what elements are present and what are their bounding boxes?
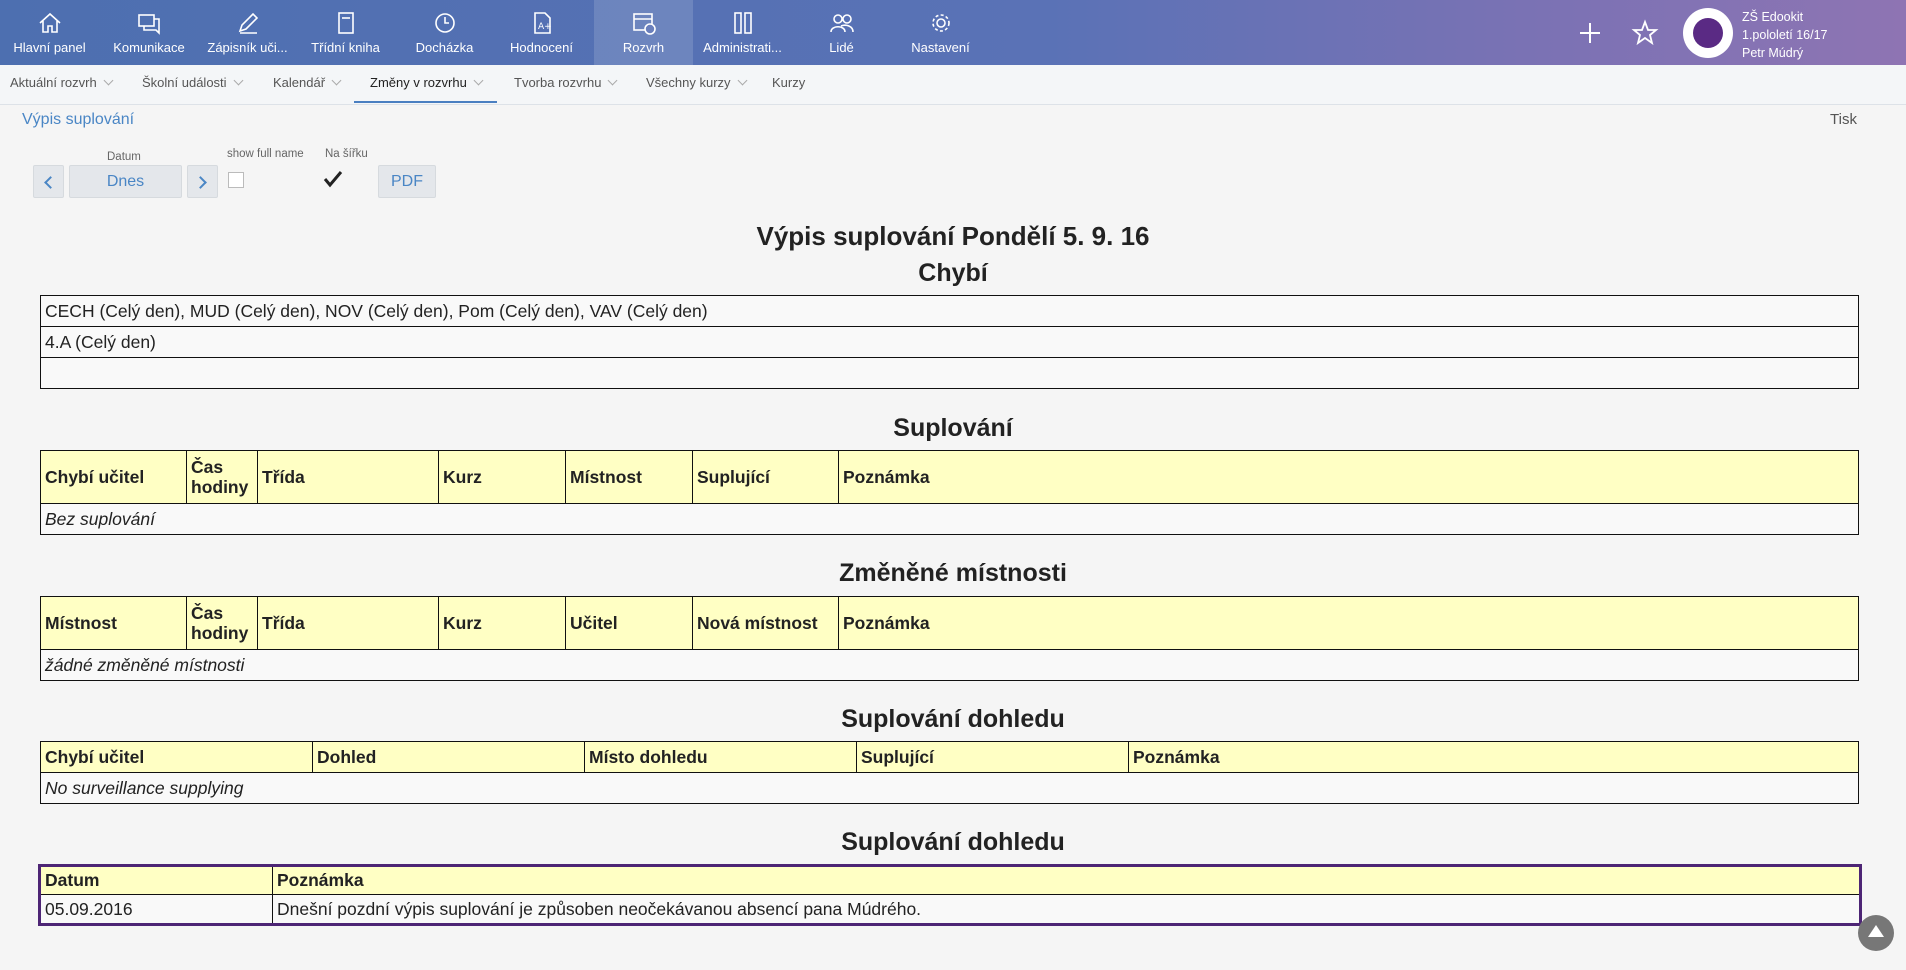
column-header: Místnost [41, 597, 187, 650]
notes-heading: Suplování dohledu [841, 828, 1065, 856]
grade-icon [529, 10, 555, 36]
column-header: Poznámka [839, 451, 1859, 504]
column-header: Suplující [857, 742, 1129, 773]
home-icon [37, 10, 63, 36]
column-header: Místo dohledu [585, 742, 857, 773]
absent-classes-cell: 4.A (Celý den) [41, 327, 1859, 358]
nav-item-grades[interactable] [494, 0, 589, 65]
nav-label: Třídní kniha [311, 40, 380, 55]
room-changes-table [40, 596, 1859, 681]
date-field[interactable]: Dnes [69, 165, 182, 198]
nav-item-administration[interactable] [693, 0, 792, 65]
column-header: Nová místnost [693, 597, 839, 650]
column-header: Poznámka [273, 866, 1861, 895]
column-header: Učitel [566, 597, 693, 650]
date-label: Datum [107, 151, 141, 163]
room-changes-empty: žádné změněné místnosti [41, 650, 1859, 681]
chevron-left-icon [44, 176, 57, 189]
star-icon[interactable] [1630, 18, 1660, 48]
nav-label: Docházka [415, 40, 474, 55]
clock-icon [432, 10, 458, 36]
people-icon [829, 10, 855, 36]
subnav-courses[interactable]: Kurzy [772, 75, 806, 90]
nav-item-notebook[interactable] [199, 0, 296, 65]
column-header: Datum [40, 866, 273, 895]
school-name: ZŠ Edookit [1742, 10, 1804, 24]
user-name: Petr Múdrý [1742, 46, 1804, 60]
column-header: Kurz [439, 451, 566, 504]
gear-icon [928, 10, 954, 36]
column-header: Kurz [439, 597, 566, 650]
chevron-down-icon [103, 76, 113, 86]
nav-label: Administrati... [703, 40, 782, 55]
chevron-down-icon [608, 76, 618, 86]
subnav-calendar[interactable]: Kalendář [273, 65, 340, 103]
admin-icon [730, 10, 756, 36]
subnav-schedule-creation[interactable]: Tvorba rozvrhu [514, 65, 616, 103]
subnav-all-courses[interactable]: Všechny kurzy [646, 65, 746, 103]
term-label: 1.pololetí 16/17 [1742, 28, 1828, 42]
nav-item-settings[interactable] [891, 0, 990, 65]
supervision-empty: No surveillance supplying [41, 773, 1859, 804]
book-icon [333, 10, 359, 36]
supervision-table [40, 741, 1859, 804]
subnav-current-schedule[interactable]: Aktuální rozvrh [10, 65, 112, 103]
pen-icon [235, 10, 261, 36]
column-header: Třída [258, 597, 439, 650]
column-header: Chybí učitel [41, 451, 187, 504]
nav-item-class-book[interactable] [296, 0, 395, 65]
absent-teachers-cell: CECH (Celý den), MUD (Celý den), NOV (Celý den), Pom (Celý den), VAV (Celý den) [41, 296, 1859, 327]
chevron-down-icon [233, 76, 243, 86]
nav-item-attendance[interactable] [395, 0, 494, 65]
top-navigation-bar [0, 0, 1906, 65]
next-day-button[interactable] [187, 165, 218, 198]
column-header: Čas hodiny [187, 451, 258, 504]
substitutions-empty: Bez suplování [41, 504, 1859, 535]
schedule-icon [631, 10, 657, 36]
page-title: Výpis suplování [22, 111, 135, 128]
absent-heading: Chybí [918, 259, 988, 287]
nav-label: Hlavní panel [13, 40, 86, 55]
chevron-down-icon [473, 76, 483, 86]
sub-navigation [0, 65, 1906, 105]
substitutions-heading: Suplování [893, 414, 1013, 442]
note-date: 05.09.2016 [40, 895, 273, 925]
nav-label: Hodnocení [510, 40, 573, 55]
scroll-to-top-button[interactable] [1858, 915, 1894, 951]
chevron-right-icon [194, 176, 207, 189]
nav-item-home[interactable] [0, 0, 99, 65]
svg-text:A+: A+ [537, 22, 552, 32]
nav-item-people[interactable] [792, 0, 891, 65]
column-header: Čas hodiny [187, 597, 258, 650]
show-full-name-checkbox[interactable] [228, 172, 244, 188]
subnav-school-events[interactable]: Školní události [142, 65, 242, 103]
supervision-heading: Suplování dohledu [841, 705, 1065, 733]
chevron-down-icon [332, 76, 342, 86]
nav-label: Nastavení [911, 40, 970, 55]
add-icon[interactable] [1575, 18, 1605, 48]
substitutions-table [40, 450, 1859, 535]
nav-item-schedule[interactable] [594, 0, 693, 65]
show-full-name-label: show full name [227, 148, 304, 160]
column-header: Suplující [693, 451, 839, 504]
landscape-label: Na šířku [325, 148, 368, 160]
report-title: Výpis suplování Pondělí 5. 9. 16 [756, 221, 1150, 251]
column-header: Místnost [566, 451, 693, 504]
nav-item-communication[interactable] [99, 0, 199, 65]
column-header: Poznámka [1129, 742, 1859, 773]
column-header: Chybí učitel [41, 742, 313, 773]
print-link[interactable]: Tisk [1830, 111, 1857, 128]
nav-label: Komunikace [113, 40, 185, 55]
nav-label: Lidé [829, 40, 854, 55]
chat-icon [136, 10, 162, 36]
nav-label: Rozvrh [622, 40, 665, 55]
column-header: Poznámka [839, 597, 1859, 650]
landscape-checkbox[interactable] [323, 170, 343, 188]
user-info[interactable] [1742, 8, 1828, 62]
nav-label: Zápisník uči... [207, 40, 288, 55]
note-text: Dnešní pozdní výpis suplování je způsoben neočekávanou absencí pana Múdrého. [273, 895, 1861, 925]
avatar[interactable] [1683, 8, 1733, 58]
subnav-schedule-changes[interactable]: Změny v rozvrhu [354, 65, 497, 103]
column-header: Dohled [313, 742, 585, 773]
pdf-button[interactable]: PDF [378, 165, 436, 198]
prev-day-button[interactable] [33, 165, 64, 198]
notes-table [38, 864, 1862, 926]
column-header: Třída [258, 451, 439, 504]
chevron-down-icon [737, 76, 747, 86]
absent-empty-cell [41, 358, 1859, 389]
room-changes-heading: Změněné místnosti [839, 559, 1067, 587]
avatar-logo-icon [1693, 18, 1723, 48]
absent-table [40, 295, 1859, 389]
